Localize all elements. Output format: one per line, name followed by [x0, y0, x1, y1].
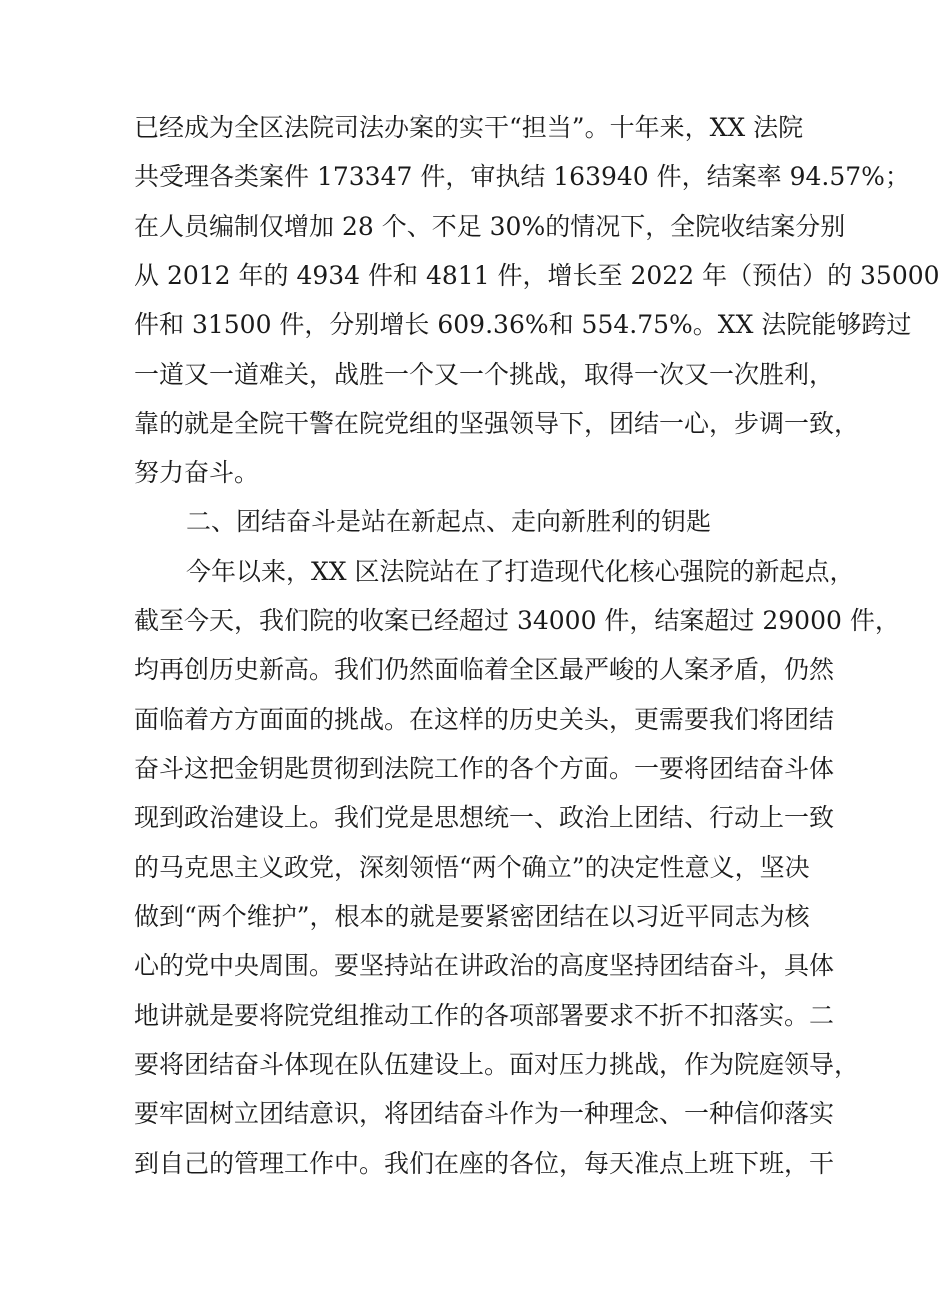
paragraph-2-line-5: 奋斗这把金钥匙贯彻到法院工作的各个方面。一要将团结奋斗体	[134, 754, 835, 783]
paragraph-1-line-1: 已经成为全区法院司法办案的实干“担当”。十年来，XX 法院	[134, 113, 804, 142]
paragraph-2-line-11: 要将团结奋斗体现在队伍建设上。面对压力挑战，作为院庭领导，	[134, 1050, 860, 1079]
paragraph-1-line-6: 一道又一道难关，战胜一个又一个挑战，取得一次又一次胜利，	[134, 360, 835, 389]
paragraph-2-line-12: 要牢固树立团结意识，将团结奋斗作为一种理念、一种信仰落实	[134, 1099, 835, 1128]
paragraph-2-line-7: 的马克思主义政党，深刻领悟“两个确立”的决定性意义，坚决	[134, 853, 810, 882]
paragraph-1-line-5: 件和 31500 件，分别增长 609.36%和 554.75%。XX 法院能够跨过	[134, 310, 912, 339]
paragraph-2-line-4: 面临着方方面面的挑战。在这样的历史关头，更需要我们将团结	[134, 705, 835, 734]
paragraph-2-line-10: 地讲就是要将院党组推动工作的各项部署要求不折不扣落实。二	[134, 1001, 835, 1030]
paragraph-2-line-8: 做到“两个维护”，根本的就是要紧密团结在以习近平同志为核	[134, 902, 810, 931]
paragraph-1-line-2: 共受理各类案件 173347 件，审执结 163940 件，结案率 94.57%；	[134, 162, 910, 191]
paragraph-1-line-3: 在人员编制仅增加 28 个、不足 30%的情况下，全院收结案分别	[134, 212, 846, 241]
paragraph-2-line-9: 心的党中央周围。要坚持站在讲政治的高度坚持团结奋斗，具体	[134, 951, 835, 980]
paragraph-2-line-13: 到自己的管理工作中。我们在座的各位，每天准点上班下班，干	[134, 1149, 835, 1178]
section-heading: 二、团结奋斗是站在新起点、走向新胜利的钥匙	[186, 507, 712, 536]
paragraph-1-line-4: 从 2012 年的 4934 件和 4811 件，增长至 2022 年（预估）的 35000	[134, 261, 940, 290]
paragraph-2-line-2: 截至今天，我们院的收案已经超过 34000 件，结案超过 29000 件，	[134, 606, 900, 635]
paragraph-1-line-8: 努力奋斗。	[134, 458, 260, 487]
paragraph-2-line-3: 均再创历史新高。我们仍然面临着全区最严峻的人案矛盾，仍然	[134, 655, 835, 684]
paragraph-2-line-6: 现到政治建设上。我们党是思想统一、政治上团结、行动上一致	[134, 803, 835, 832]
paragraph-2-line-1: 今年以来，XX 区法院站在了打造现代化核心强院的新起点，	[186, 557, 855, 586]
paragraph-1-line-7: 靠的就是全院干警在院党组的坚强领导下，团结一心，步调一致，	[134, 409, 860, 438]
